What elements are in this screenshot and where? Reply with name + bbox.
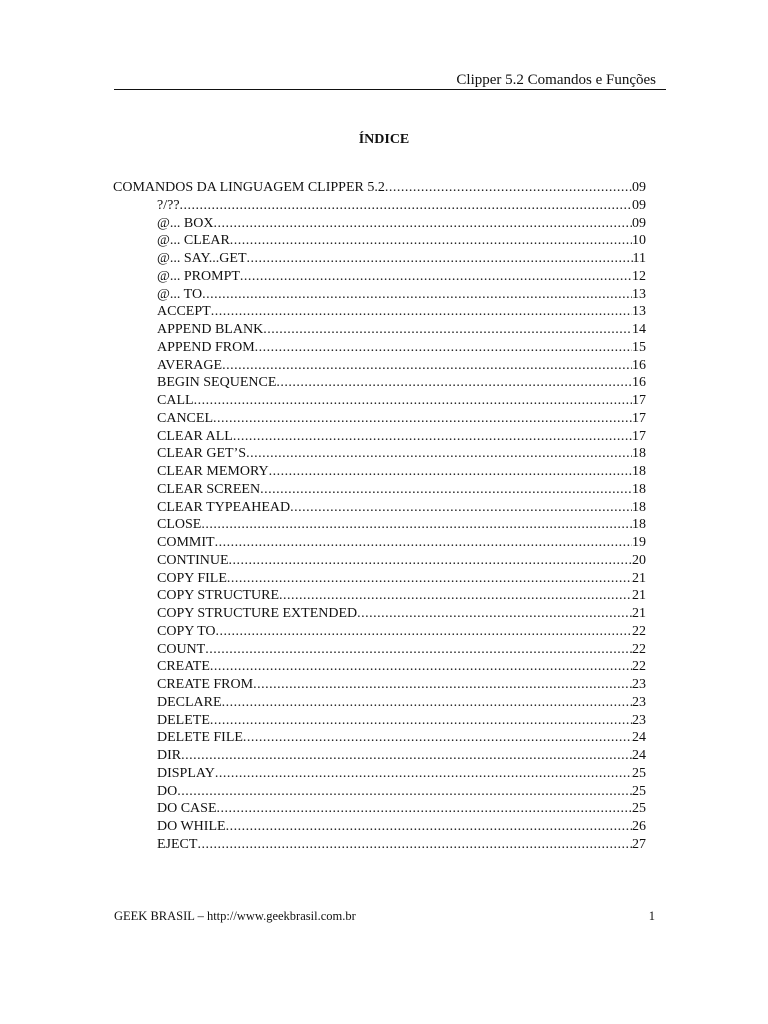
- toc-entry-page: 23: [632, 712, 646, 728]
- toc-entry: [113, 303, 646, 321]
- toc-entry-page: 21: [632, 606, 646, 621]
- toc-entry: [113, 694, 646, 712]
- toc-entry: [113, 357, 646, 375]
- toc-dot-leader: [210, 712, 632, 730]
- toc-entry-label: CLEAR SCREEN: [157, 481, 261, 497]
- toc-entry-page: 24: [632, 748, 646, 763]
- toc-entry-label: EJECT: [157, 836, 198, 852]
- toc-dot-leader: [240, 268, 632, 286]
- toc-entry: [113, 392, 646, 410]
- page-footer: [114, 908, 655, 924]
- toc-dot-leader: [230, 232, 632, 250]
- toc-entry-page: 12: [632, 268, 646, 284]
- toc-entry-page: 26: [632, 819, 646, 834]
- toc-entry: [113, 552, 646, 570]
- toc-dot-leader: [215, 534, 632, 552]
- toc-entry-label: ?/??: [157, 197, 180, 213]
- toc-entry: [113, 765, 646, 783]
- toc-entry-label: @... CLEAR: [157, 233, 230, 249]
- toc-entry-page: 18: [632, 446, 646, 462]
- toc-dot-leader: [357, 605, 632, 623]
- toc-entry-page: 14: [632, 322, 646, 337]
- toc-entry: [113, 481, 646, 499]
- toc-entry-label: CREATE: [157, 659, 210, 675]
- toc-entry-page: 22: [632, 641, 646, 657]
- toc-entry-label: COPY STRUCTURE: [157, 588, 280, 604]
- toc-entry-label: CONTINUE: [157, 552, 229, 568]
- toc-dot-leader: [201, 516, 632, 534]
- toc-entry-page: 19: [632, 535, 646, 550]
- toc-entry-label: COPY STRUCTURE EXTENDED: [157, 606, 358, 621]
- toc-entry-label: CLEAR ALL: [157, 428, 233, 444]
- toc-dot-leader: [227, 570, 632, 588]
- toc-entry-label: @... BOX: [157, 215, 214, 231]
- toc-entry: [113, 818, 646, 836]
- toc-entry: [113, 658, 646, 676]
- toc-entry-page: 20: [632, 552, 646, 568]
- toc-dot-leader: [233, 428, 632, 446]
- toc-entry: [113, 570, 646, 588]
- toc-entry-label: AVERAGE: [157, 357, 223, 373]
- toc-entry-label: CREATE FROM: [157, 677, 254, 692]
- toc-entry: [113, 587, 646, 605]
- toc-dot-leader: [253, 676, 632, 694]
- toc-entry-label: COPY FILE: [157, 570, 227, 586]
- toc-entry-label: COMMIT: [157, 535, 215, 550]
- toc-entry-label: APPEND BLANK: [157, 322, 264, 337]
- toc-entry-label: CLEAR GET’S: [157, 446, 247, 462]
- toc-dot-leader: [222, 694, 632, 712]
- toc-entry: [113, 463, 646, 481]
- toc-entry-label: @... SAY...GET: [157, 251, 247, 266]
- toc-entry-label: CLEAR TYPEAHEAD: [157, 499, 291, 515]
- index-title: ÍNDICE: [358, 132, 410, 147]
- toc-dot-leader: [205, 641, 632, 659]
- toc-entry: [113, 232, 646, 250]
- toc-entry-label: DO WHILE: [157, 819, 226, 834]
- toc-entry-page: 09: [632, 197, 646, 213]
- toc-dot-leader: [194, 392, 632, 410]
- toc-dot-leader: [215, 765, 632, 783]
- toc-entry-page: 25: [632, 801, 646, 817]
- toc-entry-page: 17: [632, 410, 646, 426]
- toc-entry: [113, 215, 646, 233]
- toc-entry: [113, 641, 646, 659]
- toc-entry-page: 17: [632, 428, 646, 444]
- toc-entry: [113, 800, 646, 818]
- toc-entry: [113, 676, 646, 694]
- toc-entry-label: @... PROMPT: [157, 268, 240, 284]
- toc-entry-page: 10: [632, 233, 646, 249]
- toc-dot-leader: [269, 463, 632, 481]
- toc-entry: [113, 747, 646, 765]
- toc-entry-page: 21: [632, 588, 646, 604]
- toc-entry-label: DELETE FILE: [157, 730, 243, 746]
- toc-dot-leader: [263, 321, 632, 339]
- toc-entry: [113, 534, 646, 552]
- toc-dot-leader: [279, 587, 632, 605]
- running-title: Clipper 5.2 Comandos e Funções: [456, 72, 656, 88]
- toc-entry-page: 24: [632, 730, 646, 746]
- toc-dot-leader: [243, 729, 632, 747]
- toc-entry-label: COUNT: [157, 641, 206, 657]
- toc-entry-page: 13: [632, 286, 646, 302]
- toc-entry-label: CLOSE: [157, 517, 202, 533]
- toc-entry-label: COPY TO: [157, 623, 216, 639]
- running-header: [114, 70, 666, 90]
- toc-entry-label: DO: [157, 783, 178, 799]
- toc-entry-label: ACCEPT: [157, 304, 211, 320]
- toc-dot-leader: [246, 445, 632, 463]
- toc-dot-leader: [226, 818, 632, 836]
- toc-entry: [113, 499, 646, 517]
- toc-entry: [113, 712, 646, 730]
- footer-page-number: 1: [648, 909, 655, 923]
- toc-entry: [113, 729, 646, 747]
- toc-entry-page: 23: [632, 677, 646, 692]
- toc-entry: [113, 374, 646, 392]
- toc-entry-label: DO CASE: [157, 801, 217, 817]
- toc-dot-leader: [247, 250, 633, 268]
- toc-dot-leader: [180, 197, 632, 215]
- toc-dot-leader: [255, 339, 632, 357]
- toc-entry-label: DISPLAY: [157, 765, 215, 781]
- toc-entry-page: 09: [632, 215, 646, 231]
- toc-entry: [113, 428, 646, 446]
- toc-entry-page: 18: [632, 517, 646, 533]
- toc-entry: [113, 623, 646, 641]
- toc-entry: [113, 836, 646, 854]
- toc-entry-page: 27: [632, 836, 646, 852]
- table-of-contents: [113, 179, 646, 854]
- toc-entry-page: 22: [632, 623, 646, 639]
- toc-entry-page: 15: [632, 339, 646, 355]
- toc-dot-leader: [229, 552, 632, 570]
- toc-entry-label: APPEND FROM: [157, 339, 255, 355]
- toc-entry-page: 18: [632, 464, 646, 479]
- toc-entry: [113, 783, 646, 801]
- toc-entry: [113, 268, 646, 286]
- toc-entry-page: 23: [632, 694, 646, 710]
- toc-dot-leader: [202, 286, 632, 304]
- toc-dot-leader: [197, 836, 632, 854]
- toc-entry-label: @... TO: [157, 286, 203, 302]
- toc-dot-leader: [177, 783, 632, 801]
- toc-dot-leader: [260, 481, 632, 499]
- toc-dot-leader: [181, 747, 632, 765]
- toc-entry: [113, 445, 646, 463]
- toc-entry-page: 22: [632, 659, 646, 675]
- toc-dot-leader: [290, 499, 632, 517]
- toc-entry: [113, 605, 646, 623]
- toc-entry-label: DECLARE: [157, 694, 222, 710]
- toc-entry-page: 25: [632, 783, 646, 799]
- toc-entry: [113, 250, 646, 268]
- toc-entry-page: 18: [632, 481, 646, 497]
- toc-entry-page: 13: [632, 304, 646, 320]
- toc-dot-leader: [217, 800, 632, 818]
- toc-section-page: 09: [632, 180, 646, 195]
- toc-entry: [113, 286, 646, 304]
- toc-dot-leader: [213, 215, 632, 233]
- toc-section-label: COMANDOS DA LINGUAGEM CLIPPER 5.2: [113, 180, 385, 195]
- toc-entry-page: 11: [632, 251, 646, 266]
- toc-entry: [113, 516, 646, 534]
- footer-site: GEEK BRASIL – http://www.geekbrasil.com.br: [114, 909, 356, 923]
- toc-dot-leader: [215, 623, 632, 641]
- toc-dot-leader: [210, 658, 632, 676]
- toc-entry-label: BEGIN SEQUENCE: [157, 375, 277, 391]
- toc-dot-leader: [276, 374, 632, 392]
- toc-entry-label: DIR: [157, 748, 182, 763]
- toc-entry-page: 18: [632, 499, 646, 515]
- toc-entry: [113, 197, 646, 215]
- toc-entry-page: 25: [632, 765, 646, 781]
- toc-dot-leader: [222, 357, 632, 375]
- toc-dot-leader: [385, 179, 632, 197]
- toc-entry: [113, 339, 646, 357]
- toc-entry-label: CLEAR MEMORY: [157, 464, 269, 479]
- toc-entry-label: CALL: [157, 393, 194, 408]
- toc-entry-page: 16: [632, 357, 646, 373]
- toc-entry-label: DELETE: [157, 712, 210, 728]
- toc-entry-page: 21: [632, 570, 646, 586]
- toc-entry-page: 16: [632, 375, 646, 391]
- toc-section-row: [113, 179, 646, 197]
- toc-dot-leader: [211, 303, 632, 321]
- toc-entry: [113, 410, 646, 428]
- toc-dot-leader: [213, 410, 632, 428]
- toc-entry-label: CANCEL: [157, 410, 213, 426]
- toc-entry: [113, 321, 646, 339]
- toc-entry-page: 17: [632, 393, 646, 408]
